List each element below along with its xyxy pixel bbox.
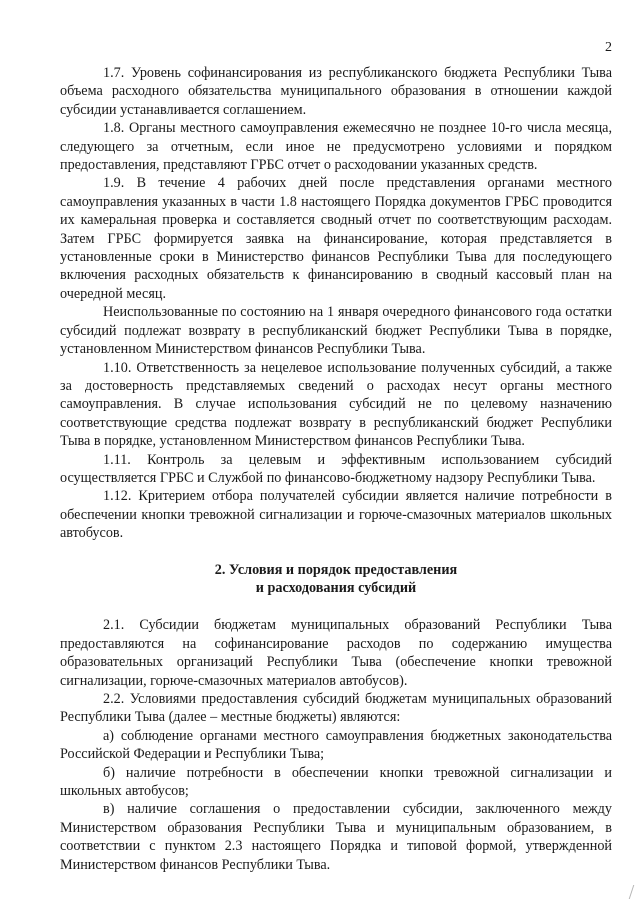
page-number: 2 bbox=[605, 40, 612, 55]
paragraph-2-2-c: в) наличие соглашения о предоставлении субсидии, заключенного между Министерством образования Республики Тыва и муниципальным образованием, в соответствии с пунктом 2.3 настоящего Порядка и типовой формой, утвержденной Министерством финансов Республики Тыва. bbox=[60, 801, 612, 873]
scan-artifact-mark bbox=[621, 885, 635, 899]
paragraph-1-8: 1.8. Органы местного самоуправления ежемесячно не позднее 10-го числа месяца, следующего за отчетным, если иное не предусмотрено условиями и порядком предоставления, представляют ГРБС отчет о расходовании указанных средств. bbox=[60, 120, 612, 174]
spacer bbox=[60, 543, 612, 561]
paragraph-1-12: 1.12. Критерием отбора получателей субсидии является наличие потребности в обеспечении кнопки тревожной сигнализации и горюче-смазочных материалов школьных автобусов. bbox=[60, 488, 612, 542]
paragraph-2-1: 2.1. Субсидии бюджетам муниципальных образований Республики Тыва предоставляются на софинансирование расходов по содержанию имущества образовательных организаций Республики Тыва (обеспечение кнопки тревожной сигнализации, горюче-смазочных материалов автобусов). bbox=[60, 617, 612, 689]
paragraph-1-11: 1.11. Контроль за целевым и эффективным использованием субсидий осуществляется ГРБС и Службой по финансово-бюджетному надзору Республики Тыва. bbox=[60, 451, 612, 486]
document-body bbox=[60, 64, 612, 874]
paragraph-1-9: 1.9. В течение 4 рабочих дней после представления органами местного самоуправления указанных в части 1.8 настоящего Порядка документов ГРБС проводится их камеральная проверка и составляется сводный отчет по соответствующим расходам. Затем ГРБС формируется заявка на финансирование, которая представляется в установленные сроки в Министерство финансов Республики Тыва для последующего включения расходных обязательств к финансированию в сводный кассовый план на очередной месяц. bbox=[60, 175, 612, 302]
paragraph-2-2-b: б) наличие потребности в обеспечении кнопки тревожной сигнализации и школьных автобусов; bbox=[60, 764, 612, 800]
section-2-heading bbox=[60, 561, 612, 598]
spacer bbox=[60, 597, 612, 616]
paragraph-1-10: 1.10. Ответственность за нецелевое использование полученных субсидий, а также за достоверность представляемых сведений о расходах несут органы местного самоуправления. В случае использования субсидий не по целевому назначению соответствующие средства подлежат возврату в республиканский бюджет Республики Тыва в порядке, установленном Министерством финансов Республики Тыва. bbox=[60, 359, 612, 450]
section-heading-line-2: и расходования субсидий bbox=[255, 579, 417, 596]
paragraph-1-7: 1.7. Уровень софинансирования из республиканского бюджета Республики Тыва объема расходного обязательства муниципального образования в отношении каждой субсидии устанавливается соглашением. bbox=[60, 65, 612, 118]
paragraph-2-2-a: а) соблюдение органами местного самоуправления бюджетных законодательства Российской Федерации и Республики Тыва; bbox=[60, 727, 612, 763]
paragraph-unused-balances: Неиспользованные по состоянию на 1 января очередного финансового года остатки субсидий подлежат возврату в республиканский бюджет Республики Тыва в порядке, установленном Министерством финансов Республики Тыва. bbox=[60, 304, 612, 358]
paragraph-2-2: 2.2. Условиями предоставления субсидий бюджетам муниципальных образований Республики Тыва (далее – местные бюджеты) являются: bbox=[60, 691, 612, 726]
section-heading-line-1: 2. Условия и порядок предоставления bbox=[214, 561, 458, 578]
